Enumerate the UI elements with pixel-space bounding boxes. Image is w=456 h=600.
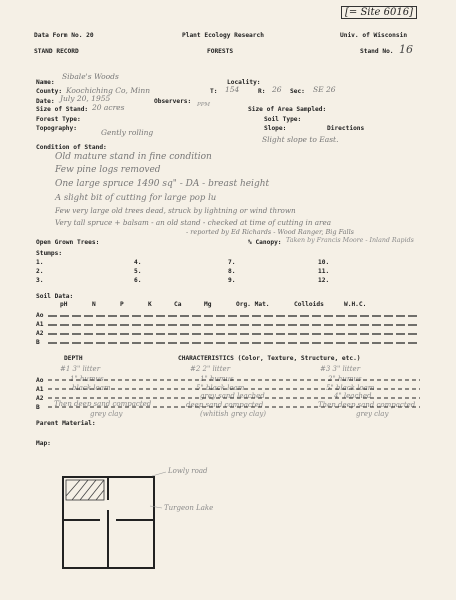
profile-note: black loam bbox=[72, 384, 111, 392]
profile-note: #2 2" litter bbox=[190, 365, 231, 373]
profile-note: 4" leached bbox=[334, 392, 372, 400]
stump-number: 2. bbox=[36, 268, 44, 275]
stump-number: 1. bbox=[36, 259, 44, 266]
profile-note: grey sand leached bbox=[200, 392, 265, 400]
profile-note: grey clay bbox=[90, 410, 123, 418]
profile-note: #3 3" litter bbox=[320, 365, 361, 373]
record-title: STAND RECORD bbox=[34, 48, 79, 55]
r-label: R: bbox=[258, 88, 266, 95]
condition-line: Old mature stand in fine condition bbox=[55, 152, 212, 162]
t-label: T: bbox=[210, 88, 218, 95]
stump-number: 10. bbox=[318, 259, 330, 266]
soil-col-header: W.H.C. bbox=[344, 301, 367, 308]
university: Univ. of Wisconsin bbox=[340, 32, 408, 39]
profile-note: 2" humus bbox=[328, 375, 362, 383]
stump-number: 4. bbox=[134, 259, 142, 266]
profile-horizon-label: A2 bbox=[36, 395, 44, 402]
soil-col-header: K bbox=[148, 301, 152, 308]
profile-note: 1" humus bbox=[70, 375, 104, 383]
open-grown-label: Open Grown Trees: bbox=[36, 239, 100, 246]
sec-label: Sec: bbox=[290, 88, 305, 95]
soil-col-header: Colloids bbox=[294, 301, 324, 308]
stump-number: 11. bbox=[318, 268, 330, 275]
map-note: Turgeon Lake bbox=[164, 504, 214, 512]
map-label: Map: bbox=[36, 440, 51, 447]
profile-note: 5" black loam bbox=[196, 384, 245, 392]
profile-note: 1" humus bbox=[200, 375, 234, 383]
profile-note: 5" black loam bbox=[326, 384, 375, 392]
slope-label: Slope: bbox=[264, 125, 287, 132]
forest-type-label: Forest Type: bbox=[36, 116, 81, 123]
profile-horizon-label: B bbox=[36, 404, 40, 411]
canopy-label: % Canopy: bbox=[248, 239, 282, 246]
stumps-label: Stumps: bbox=[36, 250, 63, 257]
soil-col-header: pH bbox=[60, 301, 68, 308]
map-note: Lowly road bbox=[168, 467, 208, 475]
soil-data-label: Soil Data: bbox=[36, 293, 74, 300]
stump-number: 3. bbox=[36, 277, 44, 284]
name-value: Sibale's Woods bbox=[62, 72, 119, 81]
soil-col-header: P bbox=[120, 301, 124, 308]
name-label: Name: bbox=[36, 79, 55, 86]
date-value: July 20, 1955 bbox=[60, 94, 111, 103]
r-value: 26 bbox=[272, 85, 282, 94]
stand-number: 16 bbox=[399, 43, 413, 56]
condition-line: A slight bit of cutting for large pop lu bbox=[55, 193, 217, 203]
horizon-label: B bbox=[36, 339, 40, 346]
horizon-label: A1 bbox=[36, 321, 44, 328]
soil-col-header: Ca bbox=[174, 301, 182, 308]
stump-number: 6. bbox=[134, 277, 142, 284]
locality-label: Locality: bbox=[227, 79, 261, 86]
profile-note: Then deep sand compacted bbox=[54, 400, 152, 408]
soil-col-header: N bbox=[92, 301, 96, 308]
horizon-label: A2 bbox=[36, 330, 44, 337]
condition-line: Few very large old trees dead, struck by lightning or wind thrown bbox=[55, 206, 296, 215]
forest-title: FORESTS bbox=[207, 48, 234, 55]
condition-line: Few pine logs removed bbox=[55, 165, 161, 175]
topography-value: Gently rolling bbox=[101, 128, 154, 137]
profile-note: grey clay bbox=[356, 410, 389, 418]
county-label: County: bbox=[36, 88, 63, 95]
stump-number: 7. bbox=[228, 259, 236, 266]
stump-number: 5. bbox=[134, 268, 142, 275]
size-stand-value: 20 acres bbox=[92, 103, 125, 112]
date-label: Date: bbox=[36, 98, 55, 105]
observers-value: PPM bbox=[197, 102, 211, 108]
stump-number: 8. bbox=[228, 268, 236, 275]
profile-note: Then deep sand compacted bbox=[318, 401, 416, 409]
directions-label: Directions bbox=[327, 125, 365, 132]
stump-number: 9. bbox=[228, 277, 236, 284]
size-area-label: Size of Area Sampled: bbox=[248, 106, 327, 113]
org-name: Plant Ecology Research bbox=[182, 32, 264, 39]
characteristics-header: CHARACTERISTICS (Color, Texture, Structure, etc.) bbox=[178, 355, 361, 362]
size-stand-label: Size of Stand: bbox=[36, 106, 89, 113]
soil-type-label: Soil Type: bbox=[264, 116, 302, 123]
condition-line: Very tall spruce + balsam - an old stand - checked at time of cutting in area bbox=[55, 218, 332, 227]
form-number: Data Form No. 20 bbox=[34, 32, 94, 39]
depth-header: DEPTH bbox=[64, 355, 83, 362]
condition-label: Condition of Stand: bbox=[36, 144, 107, 151]
profile-horizon-label: A1 bbox=[36, 386, 44, 393]
stand-label: Stand No. bbox=[360, 48, 394, 55]
profile-horizon-label: Ao bbox=[36, 377, 44, 384]
observers-label: Observers: bbox=[154, 98, 192, 105]
slope-value: Slight slope to East. bbox=[262, 135, 339, 144]
soil-col-header: Org. Mat. bbox=[236, 301, 270, 308]
site-stamp: [= Site 6016] bbox=[341, 6, 417, 19]
condition-line: One large spruce 1490 sq" - DA - breast height bbox=[55, 179, 270, 189]
topography-label: Topography: bbox=[36, 125, 77, 132]
sec-value: SE 26 bbox=[313, 85, 336, 94]
t-value: 154 bbox=[225, 85, 240, 94]
parent-material-label: Parent Material: bbox=[36, 420, 96, 427]
profile-note: deep sand compacted bbox=[186, 401, 264, 409]
stump-number: 12. bbox=[318, 277, 330, 284]
profile-note: (whitish grey clay) bbox=[200, 410, 267, 418]
condition-line: - reported by Ed Richards - Wood Ranger, Big Falls bbox=[186, 228, 355, 236]
horizon-label: Ao bbox=[36, 312, 44, 319]
canopy-note: Taken by Francis Moore - Inland Rapids bbox=[286, 237, 414, 244]
soil-col-header: Mg bbox=[204, 301, 212, 308]
profile-note: #1 3" litter bbox=[60, 365, 101, 373]
county-value: Koochiching Co, Minn bbox=[66, 86, 151, 95]
